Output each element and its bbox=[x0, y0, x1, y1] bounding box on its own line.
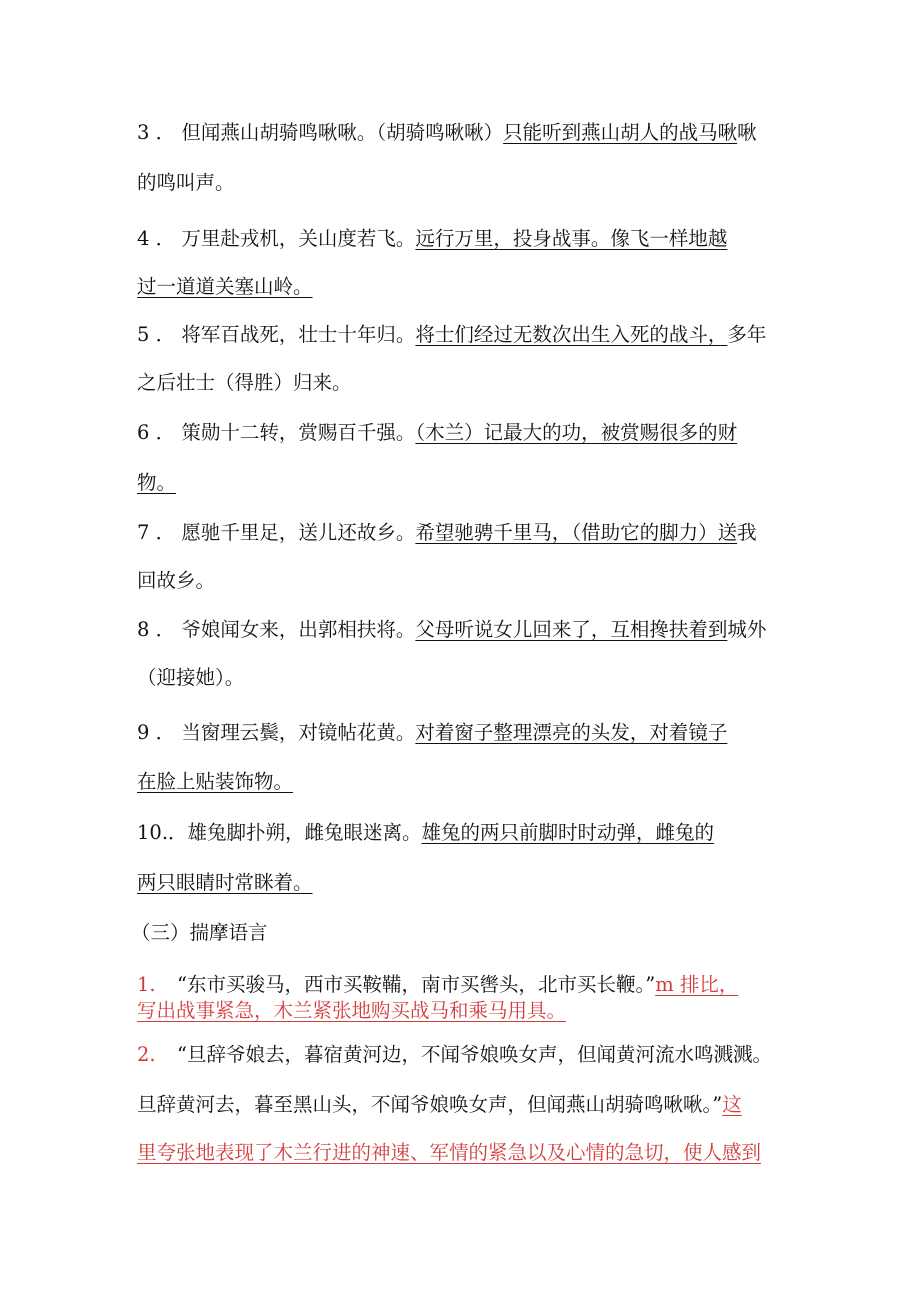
analysis-quote: “东市买骏马，西市买鞍鞴，南市买辔头，北市买长鞭。” bbox=[177, 973, 656, 996]
analysis-1-line2 bbox=[137, 998, 566, 1024]
item-separator: ． bbox=[155, 521, 176, 544]
item-number: 10. bbox=[137, 821, 169, 844]
item-4-line1 bbox=[137, 226, 727, 252]
item-separator: ． bbox=[155, 227, 176, 250]
item-number: 5 bbox=[137, 323, 150, 346]
translation-tail: 多年 bbox=[727, 323, 767, 346]
item-5-line2 bbox=[137, 370, 352, 396]
item-7-line2 bbox=[137, 568, 215, 594]
item-5-line1 bbox=[137, 322, 766, 348]
item-10-line1 bbox=[137, 820, 714, 846]
item-3-line2 bbox=[137, 170, 235, 196]
item-separator: ． bbox=[155, 323, 176, 346]
item-6-line1 bbox=[137, 420, 737, 446]
item-8-line2 bbox=[137, 665, 244, 691]
translation: （木兰）记最大的功，被赏赐很多的财 bbox=[415, 421, 738, 444]
analysis-quote-cont: 旦辞黄河去，暮至黑山头，不闻爷娘唤女声，但闻燕山胡骑鸣啾啾。” bbox=[137, 1093, 723, 1116]
analysis-number: 1. bbox=[137, 973, 156, 996]
section-heading bbox=[131, 920, 268, 946]
item-separator: ． bbox=[155, 618, 176, 641]
item-8-line1 bbox=[137, 617, 766, 643]
analysis-2-line3 bbox=[137, 1140, 761, 1166]
item-7-line1 bbox=[137, 520, 757, 546]
translation-cont: 在脸上贴装饰物。 bbox=[137, 770, 294, 793]
analysis-quote: “旦辞爷娘去，暮宿黄河边，不闻爷娘唤女声，但闻黄河流水鸣溅溅。 bbox=[177, 1043, 772, 1066]
translation-cont: 过一道道关塞山岭。 bbox=[137, 275, 313, 298]
analysis-note: 这 bbox=[722, 1093, 742, 1116]
item-number: 4 bbox=[137, 227, 150, 250]
item-separator: ． bbox=[155, 421, 176, 444]
translation: 将士们经过无数次出生入死的战斗， bbox=[415, 323, 728, 346]
item-number: 3 bbox=[137, 121, 150, 144]
item-separator: ． bbox=[155, 721, 176, 744]
item-4-line2 bbox=[137, 274, 313, 300]
analysis-1-line1 bbox=[137, 972, 738, 998]
analysis-2-line2 bbox=[137, 1092, 742, 1118]
analysis-note-cont: 里夸张地表现了木兰行进的神速、军情的紧急以及心情的急切，使人感到 bbox=[137, 1141, 762, 1164]
translation-cont: 的鸣叫声。 bbox=[137, 171, 235, 194]
original-text: 将军百战死，壮士十年归。 bbox=[181, 323, 416, 346]
translation: 对着窗子整理漂亮的头发，对着镜子 bbox=[415, 721, 728, 744]
item-number: 6 bbox=[137, 421, 150, 444]
analysis-number: 2. bbox=[137, 1043, 156, 1066]
translation-tail: 城外 bbox=[727, 618, 767, 641]
item-number: 8 bbox=[137, 618, 150, 641]
analysis-2-line1 bbox=[137, 1042, 772, 1068]
item-separator: ． bbox=[168, 821, 188, 844]
original-text: 策勋十二转，赏赐百千强。 bbox=[181, 421, 416, 444]
translation: 远行万里，投身战事。像飞一样地越 bbox=[415, 227, 728, 250]
analysis-note-cont: 写出战事紧急，木兰紧张地购买战马和乘马用具。 bbox=[137, 999, 567, 1022]
original-text: 愿驰千里足，送儿还故乡。 bbox=[181, 521, 416, 544]
translation-cont: 回故乡。 bbox=[137, 569, 216, 592]
translation-tail: 我 bbox=[737, 521, 757, 544]
translation: 父母听说女儿回来了，互相搀扶着到 bbox=[415, 618, 728, 641]
translation-cont: 物。 bbox=[137, 471, 177, 494]
original-text: 爷娘闻女来，出郭相扶将。 bbox=[181, 618, 416, 641]
item-3-line1 bbox=[137, 120, 757, 146]
item-number: 7 bbox=[137, 521, 150, 544]
original-text: 当窗理云鬓，对镜帖花黄。 bbox=[181, 721, 416, 744]
translation: 只能听到燕山胡人的战马啾 bbox=[503, 121, 738, 144]
item-number: 9 bbox=[137, 721, 150, 744]
item-separator: ． bbox=[155, 121, 176, 144]
section-heading-text: （三）揣摩语言 bbox=[131, 921, 268, 944]
translation-cont: 两只眼睛时常眯着。 bbox=[137, 871, 313, 894]
item-6-line2 bbox=[137, 470, 176, 496]
item-9-line2 bbox=[137, 769, 293, 795]
item-10-line2 bbox=[137, 870, 313, 896]
translation: 雄兔的两只前脚时时动弹，雌兔的 bbox=[421, 821, 715, 844]
analysis-note: m 排比， bbox=[655, 973, 739, 996]
translation-cont: 之后壮士（得胜）归来。 bbox=[137, 371, 352, 394]
item-9-line1 bbox=[137, 720, 727, 746]
translation: 希望驰骋千里马，（借助它的脚力）送 bbox=[415, 521, 738, 544]
translation-tail: 啾 bbox=[737, 121, 757, 144]
translation-cont: （迎接她）。 bbox=[137, 666, 245, 689]
original-text: 但闻燕山胡骑鸣啾啾。（胡骑鸣啾啾） bbox=[181, 121, 504, 144]
original-text: 万里赴戎机，关山度若飞。 bbox=[181, 227, 416, 250]
original-text: 雄兔脚扑朔，雌兔眼迷离。 bbox=[187, 821, 422, 844]
